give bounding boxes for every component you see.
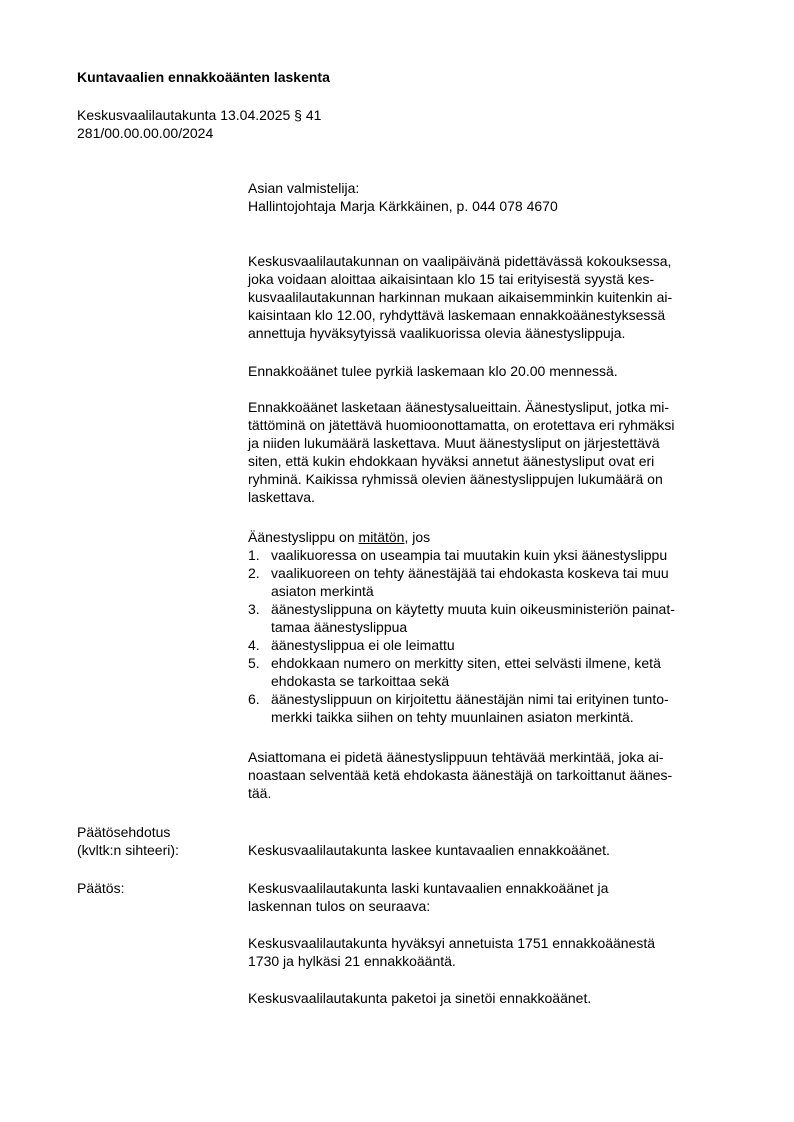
preparer-name: Hallintojohtaja Marja Kärkkäinen, p. 044 078 4670 xyxy=(248,198,558,214)
paragraph-line: Ennakkoäänet lasketaan äänestysalueittain. Äänestysliput, jotka mi- xyxy=(248,399,670,415)
paragraph-line: Asiattomana ei pidetä äänestyslippuun tehtävää merkintää, joka ai- xyxy=(248,749,664,765)
body-paragraph-3 xyxy=(248,398,740,506)
list-item-line: vaalikuoreen on tehty äänestäjää tai ehdokasta koskeva tai muu xyxy=(271,565,669,581)
paragraph-line: tää. xyxy=(248,785,272,801)
paragraph-line: noastaan selventää ketä ehdokasta äänestäjä on tarkoittanut äänes- xyxy=(248,767,673,783)
list-item-line: äänestyslippuna on käytetty muuta kuin oikeusministeriön painat- xyxy=(271,601,675,617)
list-number: 1. xyxy=(248,547,260,563)
list-number: 4. xyxy=(248,637,260,653)
list-item-line: äänestyslippua ei ole leimattu xyxy=(271,637,455,653)
paragraph-line: laskennan tulos on seuraava: xyxy=(248,898,431,914)
proposal-label-line: Päätösehdotus xyxy=(77,824,171,840)
paragraph-line: joka voidaan aloittaa aikaisintaan klo 15 tai erityisestä syystä kes- xyxy=(248,271,655,287)
proposal-text: Keskusvaalilautakunta laskee kuntavaalien ennakkoäänet. xyxy=(248,842,610,858)
list-number: 3. xyxy=(248,601,260,617)
invalid-ballot-intro xyxy=(248,528,740,546)
paragraph-line: tättöminä on jätettävä huomioonottamatta, on erotettava eri ryhmäksi xyxy=(248,417,675,433)
meeting-reference: Keskusvaalilautakunta 13.04.2025 § 41 xyxy=(77,107,322,123)
case-number: 281/00.00.00.00/2024 xyxy=(77,125,214,141)
paragraph-line: Keskusvaalilautakunta paketoi ja sinetöi ennakkoäänet. xyxy=(248,990,592,1006)
list-item xyxy=(248,654,740,690)
list-item xyxy=(248,564,740,600)
decision-paragraph-1 xyxy=(248,879,740,915)
paragraph-line: kusvaalilautakunnan harkinnan mukaan aikaisemminkin kuitenkin ai- xyxy=(248,289,673,305)
proposal-label xyxy=(77,823,179,859)
paragraph-line: 1730 ja hylkäsi 21 ennakkoääntä. xyxy=(248,953,456,969)
list-number: 5. xyxy=(248,655,260,671)
invalid-ballot-section xyxy=(248,528,740,726)
decision-paragraph-3 xyxy=(248,989,740,1007)
paragraph-line: annettuja hyväksytyissä vaalikuorissa olevia äänestyslippuja. xyxy=(248,325,626,341)
preparer-block xyxy=(248,179,740,215)
body-paragraph-1 xyxy=(248,252,740,342)
list-item-line: tamaa äänestyslippua xyxy=(271,619,408,635)
list-item xyxy=(248,690,740,726)
document-title: Kuntavaalien ennakkoäänten laskenta xyxy=(77,69,330,85)
list-number: 6. xyxy=(248,691,260,707)
preparer-label: Asian valmistelija: xyxy=(248,180,360,196)
body-paragraph-4 xyxy=(248,748,740,802)
paragraph-line: Ennakkoäänet tulee pyrkiä laskemaan klo 20.00 mennessä. xyxy=(248,363,618,379)
paragraph-line: kaisintaan klo 12.00, ryhdyttävä laskemaan ennakkoäänestyksessä xyxy=(248,307,666,323)
invalid-ballot-list xyxy=(248,546,740,726)
list-item-line: merkki taikka siihen on tehty muunlainen asiaton merkintä. xyxy=(271,709,634,725)
paragraph-line: Keskusvaalilautakunnan on vaalipäivänä pidettävässä kokouksessa, xyxy=(248,253,672,269)
paragraph-line: ryhminä. Kaikissa ryhmissä olevien äänestyslippujen lukumäärä on xyxy=(248,471,663,487)
list-item xyxy=(248,600,740,636)
paragraph-line: ja niiden lukumäärä laskettava. Muut äänestysliput on järjestettävä xyxy=(248,435,660,451)
paragraph-line: laskettava. xyxy=(248,489,315,505)
intro-text: Äänestyslippu on xyxy=(248,529,359,545)
proposal-label-line: (kvltk:n sihteeri): xyxy=(77,842,179,858)
paragraph-line: Keskusvaalilautakunta hyväksyi annetuista 1751 ennakkoäänestä xyxy=(248,935,656,951)
decision-paragraph-2 xyxy=(248,934,740,970)
intro-text-end: , jos xyxy=(404,529,431,545)
list-item-line: vaalikuoressa on useampia tai muutakin kuin yksi äänestyslippu xyxy=(271,547,668,563)
list-item-line: ehdokkaan numero on merkitty siten, ettei selvästi ilmene, ketä xyxy=(271,655,661,671)
list-item xyxy=(248,546,740,564)
body-paragraph-2 xyxy=(248,362,740,380)
list-number: 2. xyxy=(248,565,260,581)
list-item-line: äänestyslippuun on kirjoitettu äänestäjän nimi tai erityinen tunto- xyxy=(271,691,669,707)
list-item-line: ehdokasta se tarkoittaa sekä xyxy=(271,673,450,689)
proposal-text-block xyxy=(248,841,740,859)
paragraph-line: Keskusvaalilautakunta laski kuntavaalien ennakkoäänet ja xyxy=(248,880,609,896)
paragraph-line: siten, että kukin ehdokkaan hyväksi annetut äänestysliput ovat eri xyxy=(248,453,655,469)
list-item xyxy=(248,636,740,654)
intro-underlined-word: mitätön xyxy=(358,529,405,545)
list-item-line: asiaton merkintä xyxy=(271,583,374,599)
decision-label: Päätös: xyxy=(77,880,125,896)
